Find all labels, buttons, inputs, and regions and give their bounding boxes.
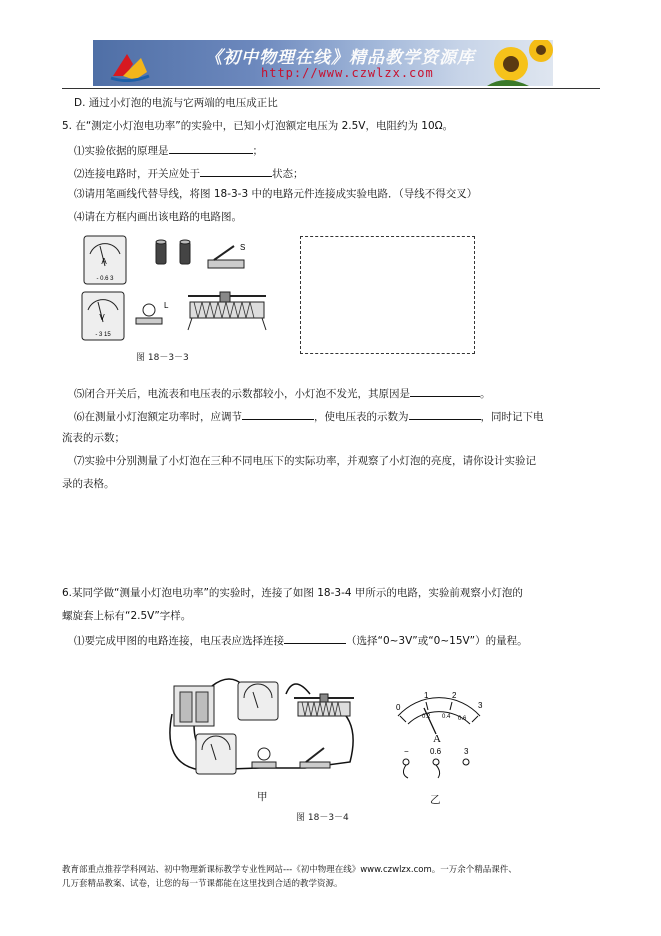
lamp-icon	[252, 748, 276, 768]
q5-part3: ⑶请用笔画线代替导线，将图 18-3-3 中的电路元件连接成实验电路．（导线不得交叉）	[74, 188, 478, 200]
figure-18-3-4-caption: 图 18－3－4	[296, 813, 349, 823]
footer-line-1: 教育部重点推荐学科网站、初中物理新课标教学专业性网站---《初中物理在线》www.czwlzx.com。一万余个精品课件、	[62, 865, 517, 875]
q5-part6-mid: ，使电压表的示数为	[314, 411, 409, 423]
q5-part1-text: ⑴实验依据的原理是	[74, 145, 169, 157]
figure-18-3-4-yi	[388, 688, 488, 780]
q5-part4: ⑷请在方框内画出该电路的电路图。	[74, 211, 242, 223]
rheostat-icon	[188, 292, 266, 330]
dial-sublabel-1: 0.4	[442, 714, 451, 720]
q5-part2-text: ⑵连接电路时，开关应处于	[74, 168, 200, 180]
q5-part6-text: ⑹在测量小灯泡额定功率时，应调节	[74, 411, 242, 423]
rheostat-icon	[294, 694, 354, 716]
header-banner	[93, 40, 553, 86]
q5-part6-blank-1[interactable]	[242, 408, 314, 420]
q6-intro: 6.某同学做“测量小灯泡电功率”的实验时，连接了如图 18-3-4 甲所示的电路，实验前观察小灯泡的	[62, 587, 523, 599]
circuit-diagram-box[interactable]	[300, 236, 475, 354]
terminal-label-3: 3	[464, 747, 469, 756]
q6-part1-text: ⑴要完成甲图的电路连接，电压表应选择连接	[74, 635, 284, 647]
circuit-wire	[286, 684, 310, 694]
dial-letter: A	[433, 733, 441, 745]
lamp-label: L	[164, 301, 169, 310]
q6-intro-cont: 螺旋套上标有“2.5V”字样。	[62, 610, 192, 622]
banner-url: http://www.czwlzx.com	[261, 66, 434, 80]
q5-part6-cont: 流表的示数；	[62, 432, 125, 444]
q5-part6-blank-2[interactable]	[409, 408, 481, 420]
q5-part2-blank[interactable]	[200, 165, 272, 177]
banner-title: 《初中物理在线》精品教学资源库	[205, 48, 475, 68]
figure-18-3-4-jia	[160, 664, 370, 788]
q5-part1	[74, 142, 263, 158]
battery-icon	[156, 240, 190, 264]
q5-part5-text: ⑸闭合开关后，电流表和电压表的示数都较小，小灯泡不发光，其原因是	[74, 388, 410, 400]
q4-option-d: D. 通过小灯泡的电流与它两端的电压成正比	[74, 97, 278, 109]
q5-part7: ⑺实验中分别测量了小灯泡在三种不同电压下的实际功率，并观察了小灯泡的亮度，请你设计实验记	[74, 455, 536, 467]
label-jia: 甲	[257, 791, 268, 803]
dial-label-3: 3	[478, 701, 483, 710]
dial-tick	[426, 702, 428, 710]
lamp-icon	[136, 301, 169, 324]
switch-icon	[300, 748, 330, 768]
q5-part6-end: ，同时记下电	[480, 411, 544, 423]
logo-icon	[107, 46, 151, 82]
terminal-label-minus: −	[404, 747, 409, 756]
q6-part1	[74, 632, 528, 648]
figure-18-3-3	[78, 230, 278, 362]
dial-label-2: 2	[452, 691, 457, 700]
ammeter-scale: - 0.6 3	[96, 276, 114, 282]
voltmeter-letter: V	[99, 313, 105, 322]
dial-sublabel-2: 0.6	[458, 716, 467, 722]
ammeter-icon	[84, 236, 126, 284]
switch-icon	[208, 243, 245, 268]
footer-line-2: 几万套精品教案、试卷，让您的每一节课都能在这里找到合适的教学资源。	[62, 879, 343, 889]
voltmeter-scale: - 3 15	[95, 332, 111, 338]
dial-tick	[450, 702, 452, 710]
dial-label-0: 0	[396, 703, 401, 712]
q5-part1-blank[interactable]	[169, 142, 253, 154]
q5-intro: 5. 在“测定小灯泡电功率”的实验中，已知小灯泡额定电压为 2.5V，电阻约为 10Ω。	[62, 120, 454, 132]
q5-part2	[74, 165, 304, 181]
figure-18-3-3-caption: 图 18－3－3	[136, 353, 189, 363]
q6-part1-blank[interactable]	[284, 632, 346, 644]
dial-label-1: 1	[424, 691, 429, 700]
dial-sublabel-0: 0.2	[422, 714, 431, 720]
q5-part5-blank[interactable]	[410, 385, 480, 397]
ammeter-icon	[196, 734, 236, 774]
q5-part2-end: 状态；	[272, 168, 304, 180]
q5-part5-end: 。	[480, 388, 491, 400]
ammeter-dial	[398, 698, 480, 734]
q5-part5	[74, 385, 491, 401]
sunflower-icon	[485, 40, 553, 86]
header-rule	[62, 88, 600, 89]
ammeter-letter: A	[101, 257, 107, 266]
label-yi: 乙	[430, 794, 441, 806]
switch-label: S	[240, 243, 246, 252]
dial-tick	[472, 716, 478, 722]
dial-tick	[400, 716, 406, 722]
q5-part6	[74, 408, 544, 424]
q6-part1-end: （选择“0~3V”或“0~15V”）的量程。	[346, 635, 528, 647]
voltmeter-icon	[238, 682, 278, 720]
q5-part1-end: ；	[252, 145, 263, 157]
q5-part7-cont: 录的表格。	[62, 478, 115, 490]
battery-pack-icon	[174, 686, 214, 726]
voltmeter-icon	[82, 292, 124, 340]
terminal-icon	[403, 759, 469, 778]
terminal-label-06: 0.6	[430, 747, 442, 756]
